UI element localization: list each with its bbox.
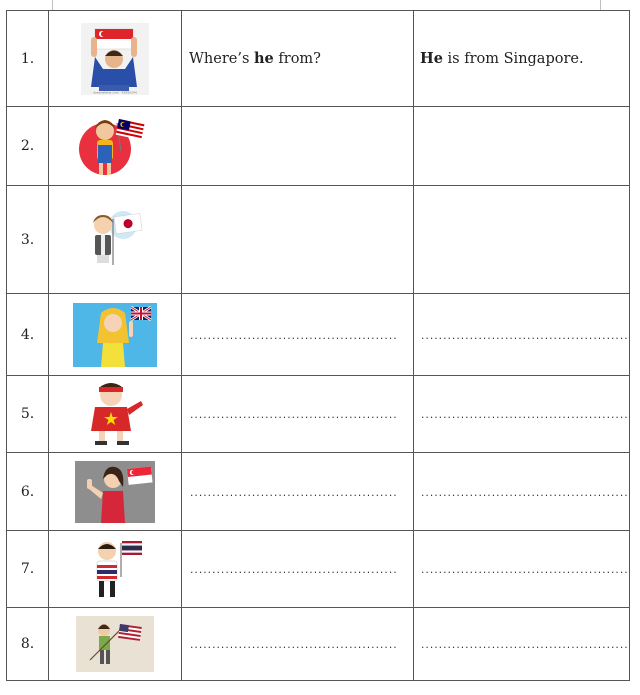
blank-question-line: ...............................................	[189, 488, 397, 499]
row-number: 4.	[7, 294, 49, 376]
table-row	[7, 11, 630, 107]
picture-cell	[49, 107, 182, 186]
table-row	[7, 107, 630, 186]
picture-cell	[49, 376, 182, 453]
row-number: 7.	[7, 531, 49, 608]
answer-cell	[414, 294, 630, 376]
table-row	[7, 453, 630, 531]
question-cell	[182, 11, 414, 107]
answer-cell	[414, 453, 630, 531]
answer-cell	[414, 11, 630, 107]
table-row	[7, 376, 630, 453]
question-cell	[182, 107, 414, 186]
blank-answer-line: ...............................................	[420, 411, 628, 421]
picture-cell	[49, 453, 182, 531]
picture-cell	[49, 186, 182, 294]
blank-question-line: ...............................................	[189, 566, 397, 576]
blank-answer-line: ...............................................	[420, 488, 628, 499]
question-text-bold: he	[254, 50, 274, 67]
blank-answer-line: ...............................................	[420, 566, 628, 576]
photo-watermark: dreamstime.com · 42950344	[93, 90, 137, 94]
table-row	[7, 186, 630, 294]
table-row	[7, 608, 630, 681]
question-cell	[182, 294, 414, 376]
question-text-pre: Where’s	[189, 51, 254, 67]
girl-malaysia-flag-picture	[77, 111, 153, 181]
row-number: 3.	[7, 186, 49, 294]
question-cell	[182, 453, 414, 531]
answer-cell	[414, 186, 630, 294]
table-row	[7, 531, 630, 608]
question-cell	[182, 376, 414, 453]
row-number: 1.	[7, 11, 49, 107]
answer-cell	[414, 376, 630, 453]
row-number: 5.	[7, 376, 49, 453]
picture-cell	[49, 531, 182, 608]
question-cell	[182, 608, 414, 681]
answer-cell	[414, 531, 630, 608]
answer-cell	[414, 608, 630, 681]
question-cell	[182, 531, 414, 608]
row-number: 6.	[7, 453, 49, 531]
blank-question-line: ...............................................	[189, 641, 397, 651]
answer-cell	[414, 107, 630, 186]
man-singapore-flag-picture	[81, 23, 149, 95]
woman-singapore-flag-picture	[75, 461, 155, 523]
picture-cell	[49, 11, 182, 107]
top-border-decoration	[52, 0, 601, 10]
answer-text-bold: He	[420, 50, 443, 67]
boy-thailand-flag-picture	[85, 537, 145, 601]
picture-cell	[49, 294, 182, 376]
question-cell	[182, 186, 414, 294]
question-text-post: from?	[273, 51, 321, 67]
blank-answer-line: ...............................................	[420, 641, 628, 651]
row-number: 8.	[7, 608, 49, 681]
girl-uk-flag-picture	[73, 303, 157, 367]
table-row	[7, 294, 630, 376]
blank-answer-line: ...............................................	[420, 331, 628, 342]
blank-question-line: ...............................................	[189, 411, 397, 421]
picture-cell	[49, 608, 182, 681]
row-number: 2.	[7, 107, 49, 186]
blank-question-line: ...............................................	[189, 331, 397, 342]
boy-japan-flag-picture	[83, 209, 147, 271]
boy-vietnam-flag-picture	[83, 381, 147, 447]
girl-usa-flag-picture	[76, 616, 154, 672]
worksheet-table	[6, 10, 630, 681]
answer-text-post: is from Singapore.	[442, 51, 584, 67]
